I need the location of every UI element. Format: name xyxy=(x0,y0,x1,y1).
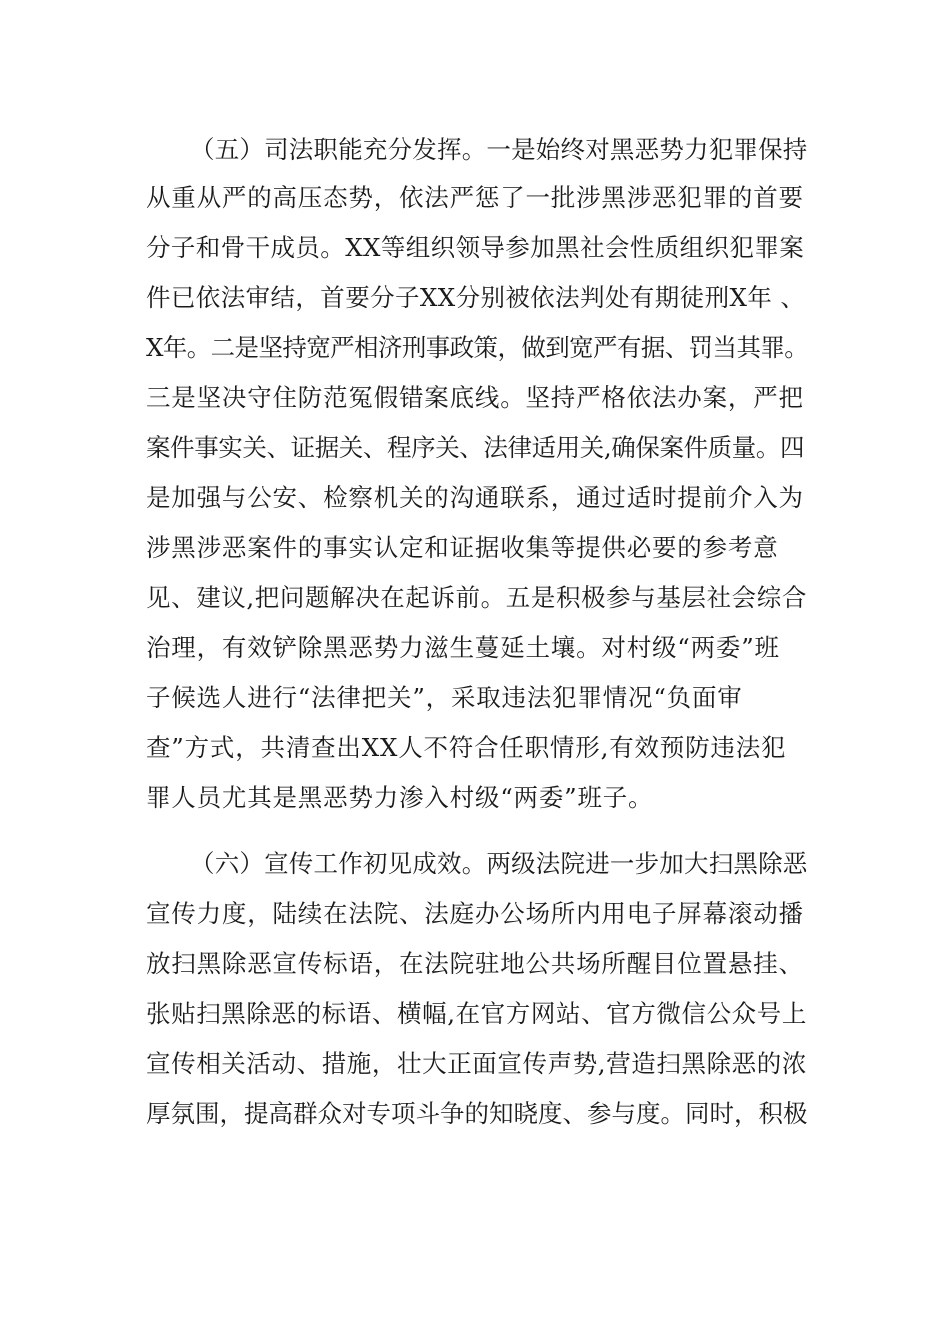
text-line: 从重从严的高压态势，依法严惩了一批涉黑涉恶犯罪的首要 xyxy=(146,183,804,212)
text-line: 子候选人进行“法律把关”，采取违法犯罪情况“负面审 xyxy=(146,683,743,712)
text-line: 罪人员尤其是黑恶势力渗入村级“两委”班子。 xyxy=(146,783,654,812)
text-line: 厚氛围，提高群众对专项斗争的知晓度、参与度。同时，积极 xyxy=(146,1099,808,1128)
text-line: 是加强与公安、检察机关的沟通联系，通过适时提前介入为 xyxy=(146,483,804,512)
text-line: （六）宣传工作初见成效。两级法院进一步加大扫黑除恶 xyxy=(190,849,808,878)
text-line: 张贴扫黑除恶的标语、横幅,在官方网站、官方微信公众号上 xyxy=(146,999,807,1028)
text-line: 分子和骨干成员。XX等组织领导参加黑社会性质组织犯罪案 xyxy=(146,233,805,262)
text-line: 三是坚决守住防范冤假错案底线。坚持严格依法办案，严把 xyxy=(146,383,804,412)
text-line: 宣传力度，陆续在法院、法庭办公场所内用电子屏幕滚动播 xyxy=(146,899,804,928)
text-line: （五）司法职能充分发挥。一是始终对黑恶势力犯罪保持 xyxy=(190,135,808,164)
text-line: 查”方式，共清查出XX人不符合任职情形,有效预防违法犯 xyxy=(146,733,787,762)
text-line: 宣传相关活动、措施，壮大正面宣传声势,营造扫黑除恶的浓 xyxy=(146,1049,807,1078)
text-line: 件已依法审结，首要分子XX分别被依法判处有期徒刑X年 、 xyxy=(146,283,806,312)
text-line: 见、建议,把问题解决在起诉前。五是积极参与基层社会综合 xyxy=(146,583,807,612)
text-line: 治理，有效铲除黑恶势力滋生蔓延土壤。对村级“两委”班 xyxy=(146,633,780,662)
text-line: X年。二是坚持宽严相济刑事政策，做到宽严有据、罚当其罪。 xyxy=(146,333,809,362)
text-line: 放扫黑除恶宣传标语，在法院驻地公共场所醒目位置悬挂、 xyxy=(146,949,804,978)
text-line: 涉黑涉恶案件的事实认定和证据收集等提供必要的参考意 xyxy=(146,533,779,562)
text-line: 案件事实关、证据关、程序关、法律适用关,确保案件质量。四 xyxy=(146,433,805,462)
